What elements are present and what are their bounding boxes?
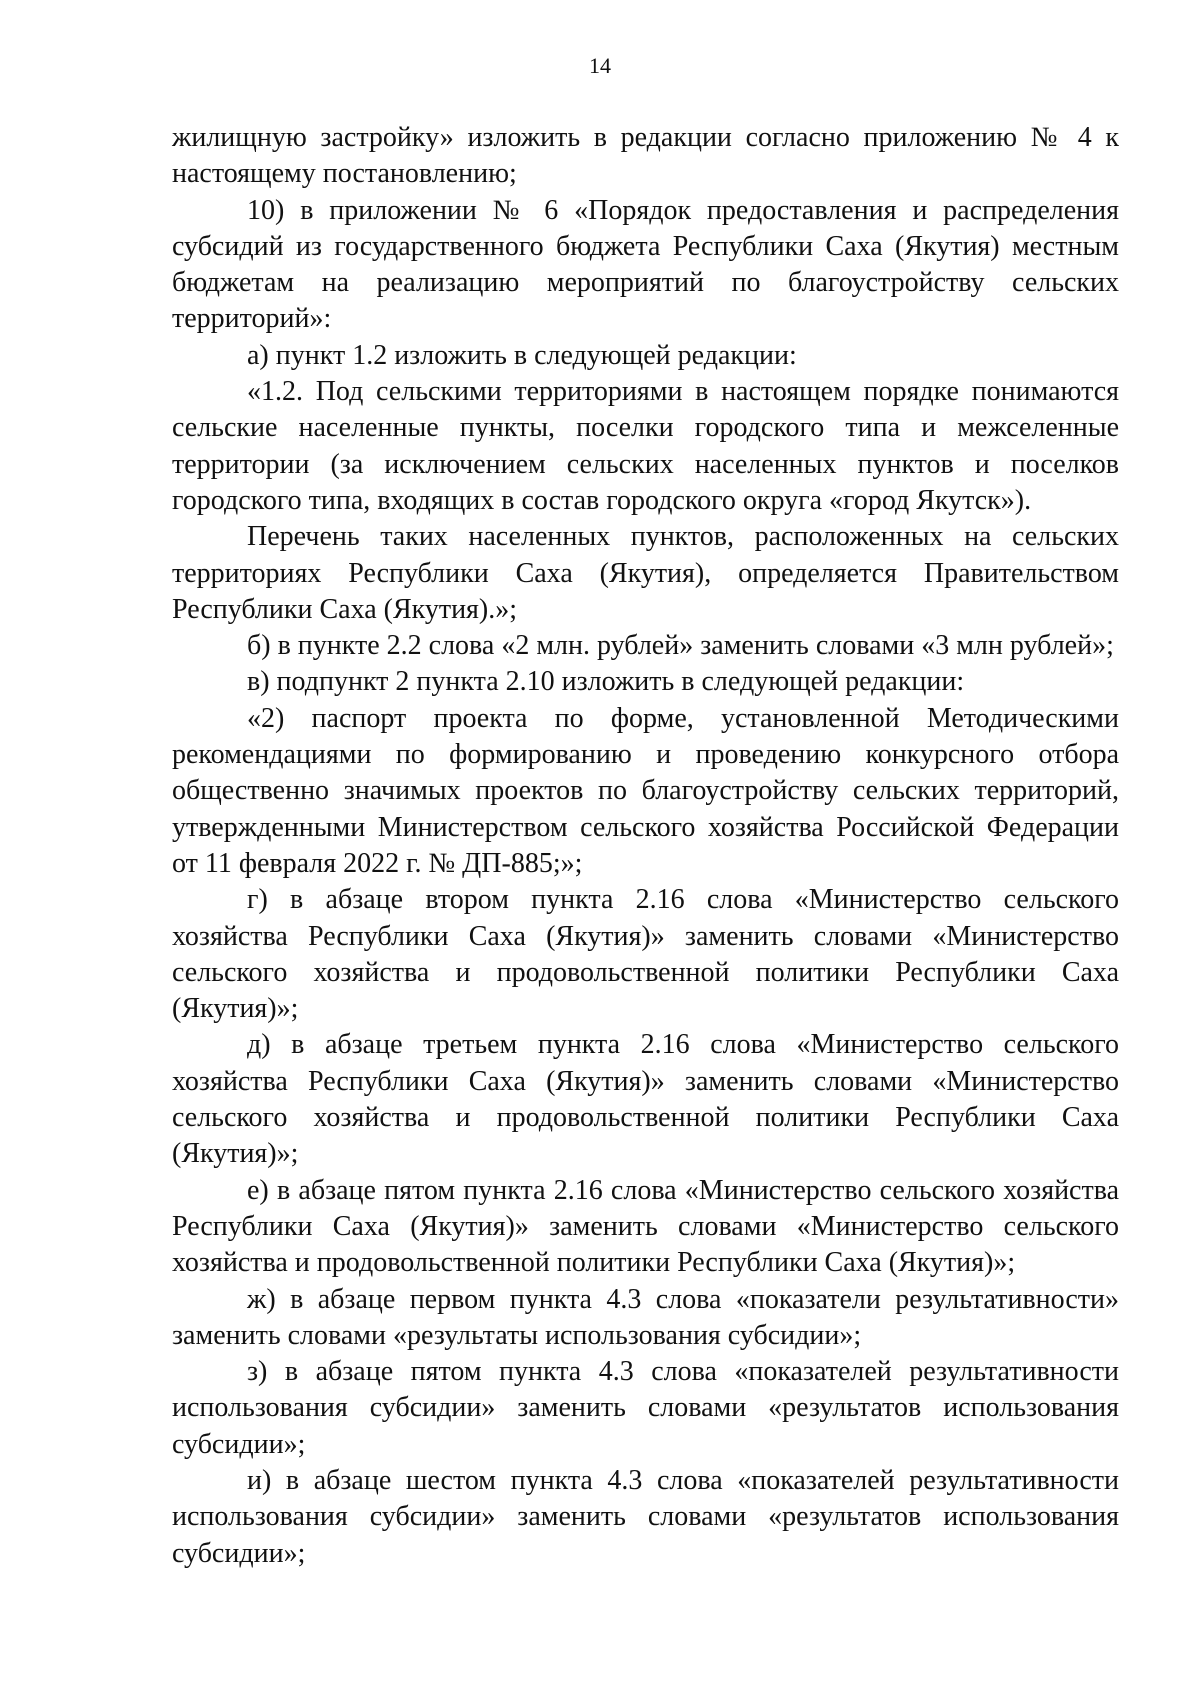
document-body: [172, 120, 1119, 1572]
paragraph: и) в абзаце шестом пункта 4.3 слова «показателей результативности использования субсидии» заменить словами «результатов использования субсидии»;: [172, 1464, 1119, 1569]
paragraph: г) в абзаце втором пункта 2.16 слова «Министерство сельского хозяйства Республики Саха (Якутия)» заменить словами «Министерство сельского хозяйства и продовольственной политики Республики Саха (Якутия)»;: [172, 884, 1119, 1025]
paragraph: б) в пункте 2.2 слова «2 млн. рублей» заменить словами «3 млн рублей»;: [247, 630, 1114, 662]
paragraph: з) в абзаце пятом пункта 4.3 слова «показателей результативности использования субсидии» заменить словами «результатов использования субсидии»;: [172, 1356, 1119, 1460]
paragraph: а) пункт 1.2 изложить в следующей редакции:: [247, 339, 797, 371]
paragraph: «2) паспорт проекта по форме, установленной Методическими рекомендациями по формированию и проведению конкурсного отбора общественно значимых проектов по благоустройству сельских территорий, утвержденными Министерством сельского хозяйства Российской Федерации от 11 февраля 2022 г. № ДП-885;»;: [172, 702, 1119, 879]
paragraph: д) в абзаце третьем пункта 2.16 слова «Министерство сельского хозяйства Республики Саха (Якутия)» заменить словами «Министерство сельского хозяйства и продовольственной политики Республики Саха (Якутия)»;: [172, 1029, 1119, 1170]
paragraph: ж) в абзаце первом пункта 4.3 слова «показатели результативности» заменить словами «результаты использования субсидии»;: [172, 1283, 1119, 1351]
paragraph: 10) в приложении № 6 «Порядок предоставления и распределения субсидий из государственного бюджета Республики Саха (Якутия) местным бюджетам на реализацию мероприятий по благоустройству сельских территорий»:: [172, 194, 1119, 335]
paragraph: «1.2. Под сельскими территориями в настоящем порядке понимаются сельские населенные пункты, поселки городского типа и межселенные территории (за исключением сельских населенных пунктов и поселков городского типа, входящих в состав городского округа «город Якутск»).: [172, 376, 1119, 516]
paragraph: е) в абзаце пятом пункта 2.16 слова «Министерство сельского хозяйства Республики Саха (Якутия)» заменить словами «Министерство сельского хозяйства и продовольственной политики Республики Саха (Якутия)»;: [172, 1174, 1119, 1279]
paragraph: в) подпункт 2 пункта 2.10 изложить в следующей редакции:: [247, 666, 965, 698]
paragraph: жилищную застройку» изложить в редакции согласно приложению № 4 к настоящему постановлению;: [172, 122, 1119, 190]
page-number: 14: [589, 53, 611, 78]
paragraph: Перечень таких населенных пунктов, расположенных на сельских территориях Республики Саха (Якутия), определяется Правительством Республики Саха (Якутия).»;: [172, 521, 1119, 625]
